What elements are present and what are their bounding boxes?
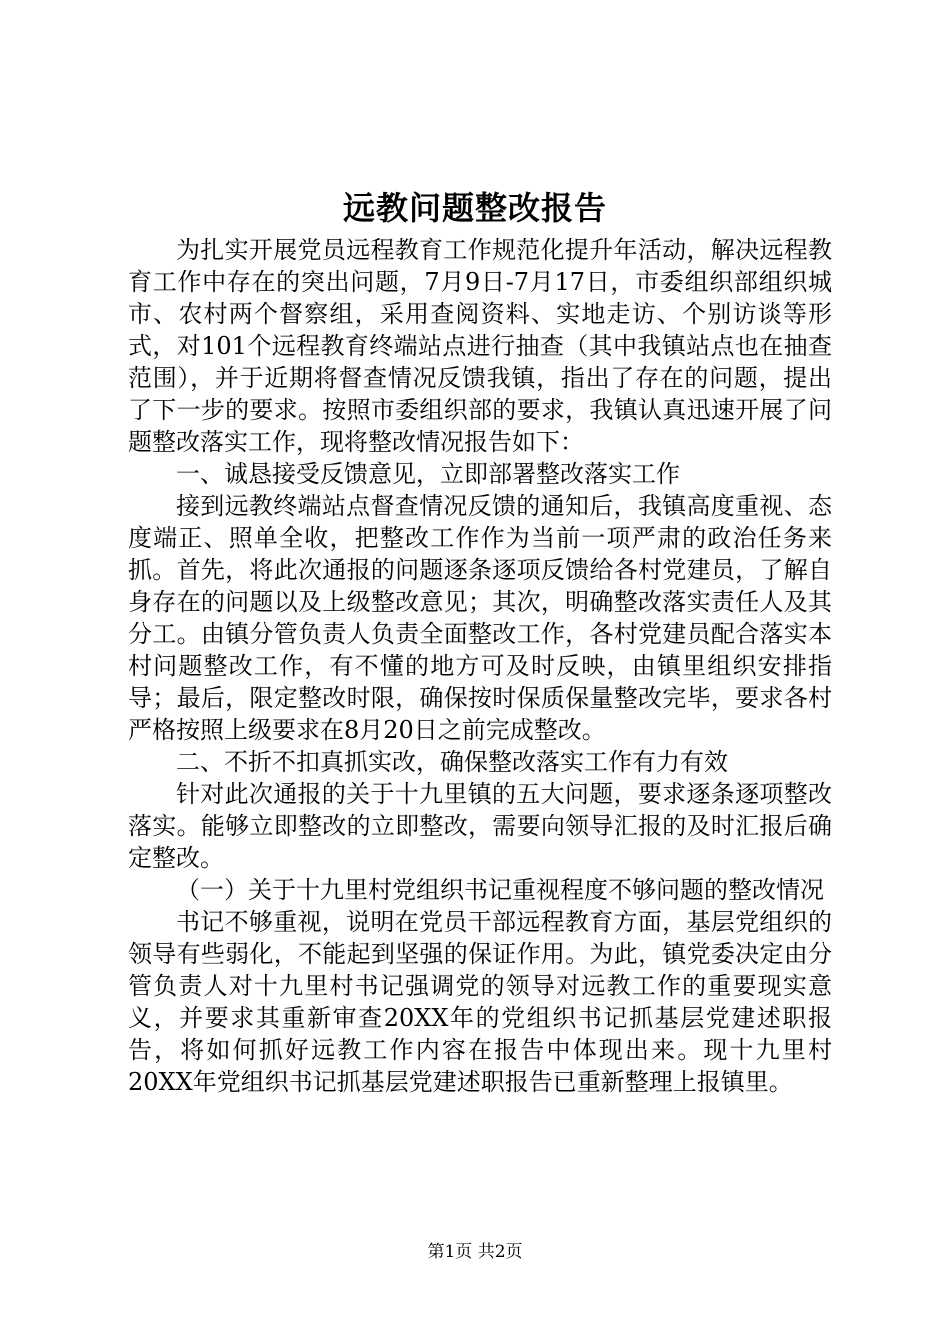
paragraph-section-1: 接到远教终端站点督查情况反馈的通知后，我镇高度重视、态度端正、照单全收，把整改工作作为当前一项严肃的政治任务来抓。首先，将此次通报的问题逐条逐项反馈给各村党建员，了解自身存在的问题以及上级整改意见；其次，明确整改落实责任人及其分工。由镇分管负责人负责全面整改工作，各村党建员配合落实本村问题整改工作，有不懂的地方可及时反映，由镇里组织安排指导；最后，限定整改时限，确保按时保质保量整改完毕，要求各村严格按照上级要求在8月20日之前完成整改。 [128, 492, 832, 744]
document-title: 远教问题整改报告 [342, 189, 607, 227]
page-number-footer: 第1页 共2页 [427, 1242, 523, 1262]
paragraph-intro: 为扎实开展党员远程教育工作规范化提升年活动，解决远程教育工作中存在的突出问题，7月9日-7月17日，市委组织部组织城市、农村两个督察组，采用查阅资料、实地走访、个别访谈等形式，对101个远程教育终端站点进行抽查（其中我镇站点也在抽查范围），并于近期将督查情况反馈我镇，指出了存在的问题，提出了下一步的要求。按照市委组织部的要求，我镇认真迅速开展了问题整改落实工作，现将整改情况报告如下： [128, 236, 832, 456]
document-body [128, 234, 832, 1098]
section-heading-2: 二、不折不扣真抓实改，确保整改落实工作有力有效 [176, 748, 728, 776]
paragraph-section-2: 针对此次通报的关于十九里镇的五大问题，要求逐条逐项整改落实。能够立即整改的立即整改，需要向领导汇报的及时汇报后确定整改。 [128, 780, 832, 872]
section-heading-1: 一、诚恳接受反馈意见，立即部署整改落实工作 [176, 460, 680, 488]
paragraph-subsection-1: 书记不够重视，说明在党员干部远程教育方面，基层党组织的领导有些弱化，不能起到坚强的保证作用。为此，镇党委决定由分管负责人对十九里村书记强调党的领导对远教工作的重要现实意义，并要求其重新审查20XX年的党组织书记抓基层党建述职报告，将如何抓好远教工作内容在报告中体现出来。现十九里村20XX年党组织书记抓基层党建述职报告已重新整理上报镇里。 [128, 908, 832, 1096]
subsection-heading-1: （一）关于十九里村党组织书记重视程度不够问题的整改情况 [176, 876, 824, 904]
